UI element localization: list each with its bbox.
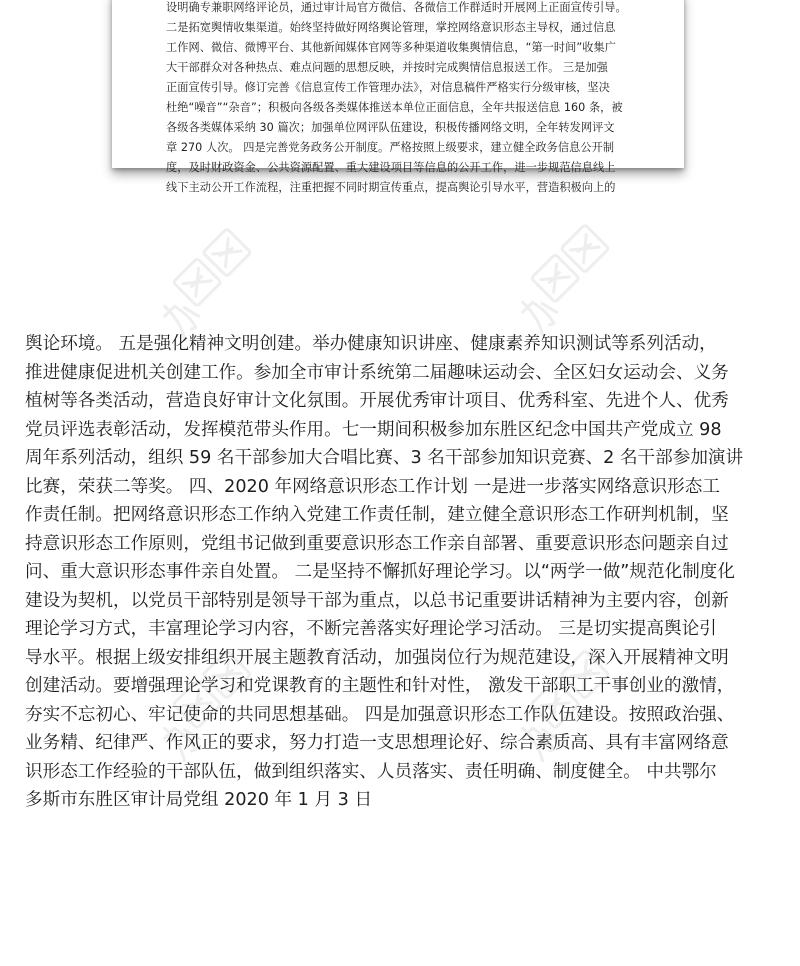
body-line: 比赛，荣获二等奖。 四、2020 年网络意识形态工作计划 一是进一步落实网络意识形态工 bbox=[25, 476, 720, 497]
preview-line: 二是拓宽舆情收集渠道。始终坚持做好网络舆论管理，掌控网络意识形态主导权，通过信息 bbox=[166, 21, 616, 34]
body-line: 作责任制。把网络意识形态工作纳入党建工作责任制，建立健全意识形态工作研判机制，坚 bbox=[25, 505, 729, 525]
signature-line: 多斯市东胜区审计局党组 2020 年 1 月 3 日 bbox=[25, 790, 373, 810]
body-line: 业务精、纪律严、作风正的要求，努力打造一支思想理论好、综合素质高、具有丰富网络意 bbox=[25, 733, 729, 753]
body-line: 问、重大意识形态事件亲自处置。 二是坚持不懈抓好理论学习。以“两学一做”规范化制度化 bbox=[25, 562, 735, 582]
preview-line: 各级各类媒体采纳 30 篇次；加强单位网评队伍建设，积极传播网络文明，全年转发网评文 bbox=[166, 121, 615, 134]
preview-line: 设明确专兼职网络评论员，通过审计局官方微信、各微信工作群适时开展网上正面宣传引导。 bbox=[166, 1, 627, 14]
preview-line: 工作网、微信、微博平台、其他新闻媒体官网等多种渠道收集舆情信息，“第一时间”收集广 bbox=[166, 41, 616, 54]
preview-line: 大干部群众对各种热点、难点问题的思想反映，并按时完成舆情信息报送工作。 三是加强 bbox=[166, 61, 608, 74]
preview-line: 正面宣传引导。修订完善《信息宣传工作管理办法》，对信息稿件严格实行分级审核，坚决 bbox=[166, 81, 610, 94]
preview-line: 章 270 人次。 四是完善党务政务公开制度。严格按照上级要求，建立健全政务信息公开制 bbox=[166, 141, 615, 154]
body-line: 识形态工作经验的干部队伍，做到组织落实、人员落实、责任明确、制度健全。 中共鄂尔 bbox=[25, 761, 717, 782]
document-body bbox=[25, 330, 785, 815]
body-line: 理论学习方式，丰富理论学习内容，不断完善落实好理论学习活动。 三是切实提高舆论引 bbox=[25, 619, 717, 639]
preview-line: 度，及时财政资金、公共资源配置、重大建设项目等信息的公开工作，进一步规范信息线上 bbox=[166, 161, 616, 174]
body-line: 夯实不忘初心、牢记使命的共同思想基础。 四是加强意识形态工作队伍建设。按照政治强、 bbox=[25, 704, 735, 725]
preview-card-text bbox=[166, 0, 632, 198]
body-line: 持意识形态工作原则，党组书记做到重要意识形态工作亲自部署、重要意识形态问题亲自过 bbox=[25, 533, 729, 554]
body-line: 植树等各类活动，营造良好审计文化氛围。开展优秀审计项目、优秀科室、先进个人、优秀 bbox=[25, 391, 729, 411]
body-line: 推进健康促进机关创建工作。参加全市审计系统第二届趣味运动会、全区妇女运动会、义务 bbox=[25, 362, 729, 383]
body-line: 创建活动。要增强理论学习和党课教育的主题性和针对性， 激发干部职工干事创业的激情， bbox=[25, 676, 735, 696]
body-line: 周年系列活动，组织 59 名干部参加大合唱比赛、3 名干部参加知识竞赛、2 名干部参加演讲 bbox=[25, 448, 744, 468]
body-line: 舆论环境。 五是强化精神文明创建。举办健康知识讲座、健康素养知识测试等系列活动， bbox=[25, 334, 717, 354]
body-line: 党员评选表彰活动，发挥模范带头作用。七一期间积极参加东胜区纪念中国共产党成立 98 bbox=[25, 419, 722, 440]
preview-line: 杜绝“噪音”“杂音”；积极向各级各类媒体推送本单位正面信息，全年共报送信息 160 条，被 bbox=[166, 101, 623, 114]
body-line: 导水平。根据上级安排组织开展主题教育活动，加强岗位行为规范建设，深入开展精神文明 bbox=[25, 647, 729, 668]
body-line: 建设为契机，以党员干部特别是领导干部为重点，以总书记重要讲话精神为主要内容，创新 bbox=[25, 590, 729, 611]
preview-line: 线下主动公开工作流程，注重把握不同时期宣传重点，提高舆论引导水平，营造积极向上的 bbox=[166, 181, 616, 194]
previous-page-preview-card bbox=[112, 0, 684, 194]
